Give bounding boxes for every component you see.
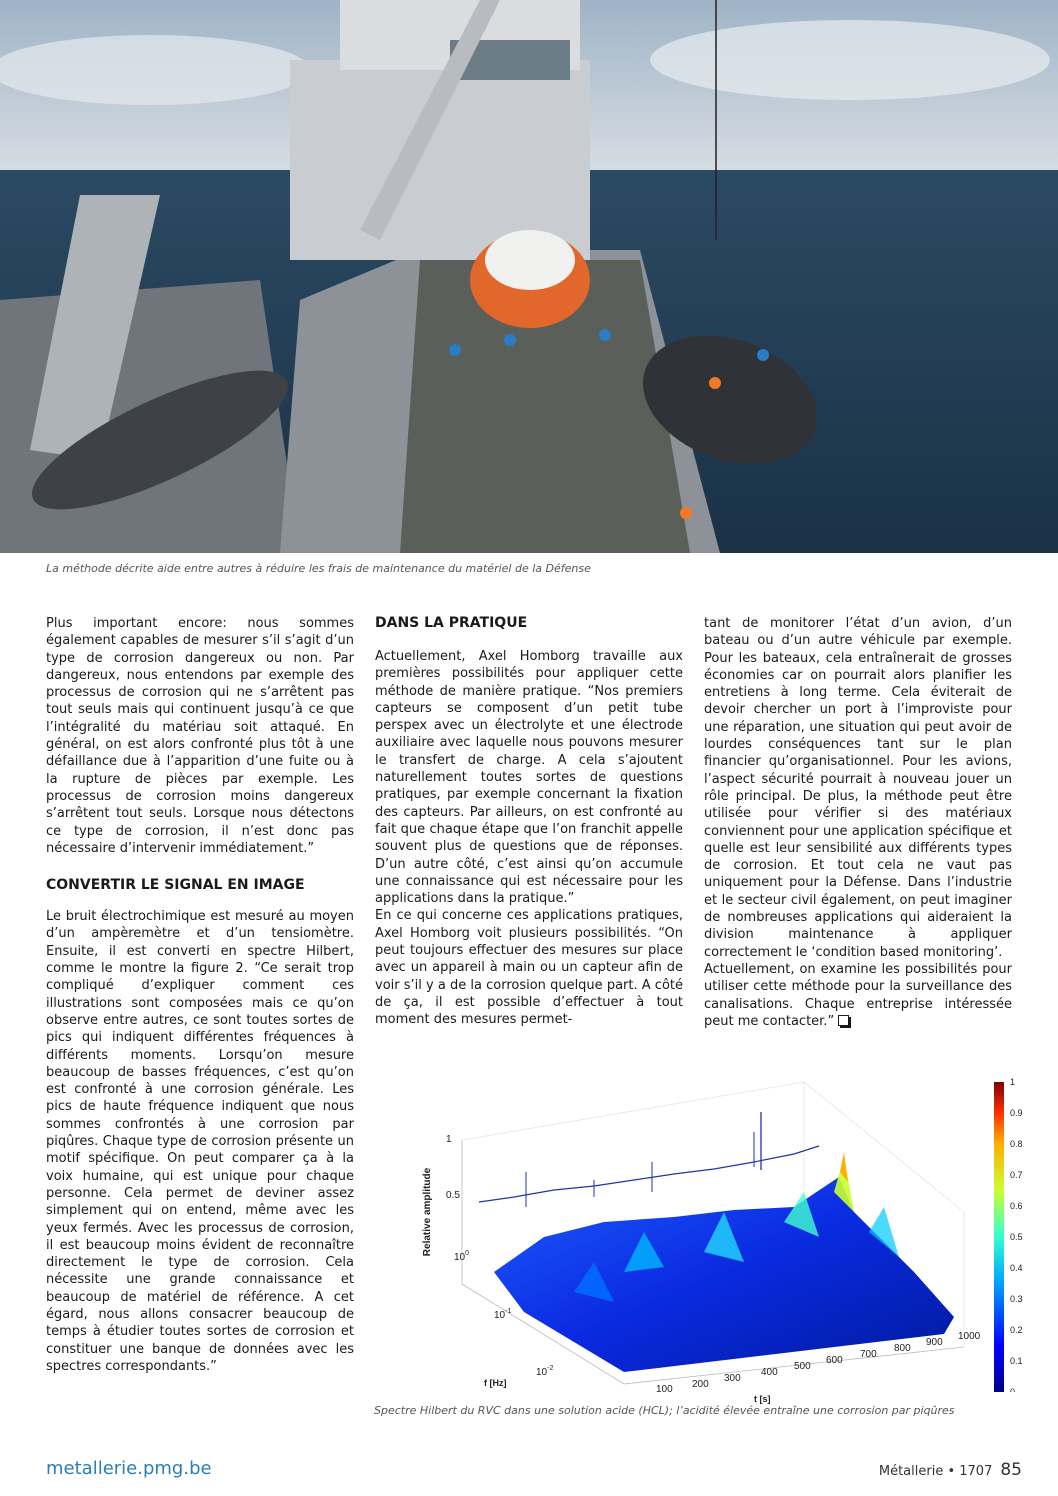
page-number: 85 (1000, 1460, 1022, 1480)
colorbar-tick: 0.6 (1010, 1201, 1023, 1211)
colorbar-tick: 0.3 (1010, 1294, 1023, 1304)
t-tick: 400 (761, 1367, 778, 1378)
figure-caption: Spectre Hilbert du RVC dans une solution acide (HCL); l’acidité élevée entraîne une corrosion par piqûres (374, 1404, 955, 1417)
f-tick: $10^{-2}$ (536, 1365, 554, 1378)
paragraph: Plus important encore: nous sommes également capables de mesurer s’il s’agit d’un type de corrosion dangereux ou non. Par dangereux, nous entendons par exemple des processus de corrosion qui ne s’arrêtent pas tout seuls mais qui continuent jusqu’à ce que l’intégralité du matériau soit attaqué. En général, on est alors confronté plus tôt à une défaillance due à l’apparition d’une fuite ou à la rupture de pièces par exemple. Les processus de corrosion moins dangereux s’arrêtent tout seuls. Lorsque nous détectons ce type de corrosion, il n’est donc pas nécessaire d’intervenir immédiatement.” (46, 616, 354, 856)
f-tick: $10^0$ (454, 1250, 470, 1263)
section-heading: CONVERTIR LE SIGNAL EN IMAGE (46, 877, 305, 894)
t-tick: 800 (894, 1343, 911, 1354)
y-tick: 0.5 (446, 1190, 460, 1201)
colorbar-tick: 0 (1010, 1387, 1016, 1392)
article-column-3 (704, 615, 1012, 1030)
f-axis-label: f [Hz] (484, 1378, 507, 1388)
paragraph: Actuellement, Axel Homborg travaille aux premières possibilités pour appliquer cette méthode de manière pratique. “Nos premiers capteurs se composent d’un petit tube perspex avec un électrolyte et une électrode auxiliaire avec laquelle nous pouvons mesurer le transfert de charge. A cela s’ajoutent naturellement toutes sortes de questions pratiques, par exemple concernant la fixation des capteurs. Par ailleurs, on est confronté au fait que chaque étape que l’on franchit appelle souvent plus de questions que de réponses. D’un autre côté, c’est ainsi qu’on accumule une connaissance qui est nécessaire pour les applications dans la pratique.” (375, 649, 683, 907)
issue-label: Métallerie • 1707 (878, 1464, 993, 1479)
ship-photo (0, 0, 1058, 553)
footer-url[interactable]: metallerie.pmg.be (46, 1458, 212, 1479)
section-heading: DANS LA PRATIQUE (375, 615, 528, 631)
paragraph: Le bruit électrochimique est mesuré au moyen d’un ampèremètre et d’un tensiomètre. Ensuite, il est converti en spectre Hilbert, comme le montre la figure 2. “Ce serait trop compliqué d’expliquer comment ces illustrations sont composées mais ce qu’on observe entre autres, ce sont toutes sortes de pics qui indiquent différentes fréquences à différents moments. Lorsqu’on mesure beaucoup de basses fréquences, c’est qu’on est confronté à une corrosion générale. Les pics de haute fréquence indiquent que nous sommes confrontés à une corrosion par piqûres. Chaque type de corrosion présente un motif spécifique. On peut comparer ça à la voix humaine, qui est unique pour chaque personne. Cela permet de deviner assez simplement qui on entend, même avec les yeux fermés. Avec les processus de corrosion, il est beaucoup moins évident de reconnaître directement le type de corrosion. Cela nécessite une grande connaissance et beaucoup de matériel de référence. A cet égard, nous allons consacrer beaucoup de temps à étudier toutes sortes de corrosion et constituer une banque de données avec les spectres correspondants.” (46, 909, 354, 1374)
photo-caption: La méthode décrite aide entre autres à réduire les frais de maintenance du matériel de la Défense (46, 562, 591, 575)
colorbar-tick: 0.5 (1010, 1232, 1023, 1242)
f-tick: $10^{-1}$ (494, 1308, 512, 1321)
t-tick: 900 (926, 1337, 943, 1348)
y-tick: 1 (446, 1134, 452, 1145)
colorbar-tick: 0.4 (1010, 1263, 1023, 1273)
colorbar-tick: 0.9 (1010, 1108, 1023, 1118)
paragraph (704, 961, 1012, 1030)
colorbar-tick: 0.1 (1010, 1356, 1023, 1366)
t-tick: 200 (692, 1379, 709, 1390)
t-tick: 500 (794, 1361, 811, 1372)
paragraph: tant de monitorer l’état d’un avion, d’un bateau ou d’un autre véhicule par exemple. Pour les bateaux, cela entraînerait de grosses économies car on pourrait alors planifier les entretiens à long terme. Cela éviterait de devoir chercher un port à l’improviste pour une réparation, une situation qui peut avoir de lourdes conséquences tant sur le plan financier qu’organisationnel. Pour les avions, l’aspect sécurité pourrait à nouveau jouer un rôle principal. De plus, la méthode peut être utilisée pour vérifier si des matériaux conviennent pour une application spécifique et quelle est leur sensibilité aux différents types de corrosion. Et tout cela ne vaut pas uniquement pour la Défense. Dans l’industrie et le secteur civil également, on peut imaginer de nombreuses applications qui aideraient la division maintenance à appliquer correctement le ‘condition based monitoring’. (704, 616, 1012, 960)
t-axis-label: t [s] (754, 1394, 771, 1404)
t-tick: 700 (860, 1349, 877, 1360)
article-column-2 (375, 615, 683, 1029)
colorbar-tick: 0.2 (1010, 1325, 1023, 1335)
t-tick: 600 (826, 1355, 843, 1366)
t-tick: 100 (656, 1384, 673, 1392)
footer-issue (879, 1460, 1022, 1480)
colorbar-tick: 0.8 (1010, 1139, 1023, 1149)
hilbert-spectrum-figure (374, 1062, 1024, 1404)
colorbar-tick: 1 (1010, 1077, 1016, 1087)
t-tick: 1000 (958, 1331, 981, 1342)
paragraph-text: Actuellement, on examine les possibilités pour utiliser cette méthode pour la surveillance des canalisations. Chaque entreprise intéressée peut me contacter.” (704, 961, 1012, 1029)
colorbar-tick: 0.7 (1010, 1170, 1023, 1180)
t-tick: 300 (724, 1373, 741, 1384)
y-axis-label: Relative amplitude (422, 1167, 433, 1257)
colorbar (994, 1082, 1004, 1392)
article-column-1 (46, 615, 354, 1375)
paragraph: En ce qui concerne ces applications pratiques, Axel Homborg voit plusieurs possibilités. “On peut toujours effectuer des mesures sur place avec un appareil à main ou un capteur afin de voir s’il y a de la corrosion quelque part. A côté de ça, il est possible d’effectuer à tout moment des mesures permet- (375, 908, 683, 1028)
end-of-article-icon (838, 1015, 849, 1026)
